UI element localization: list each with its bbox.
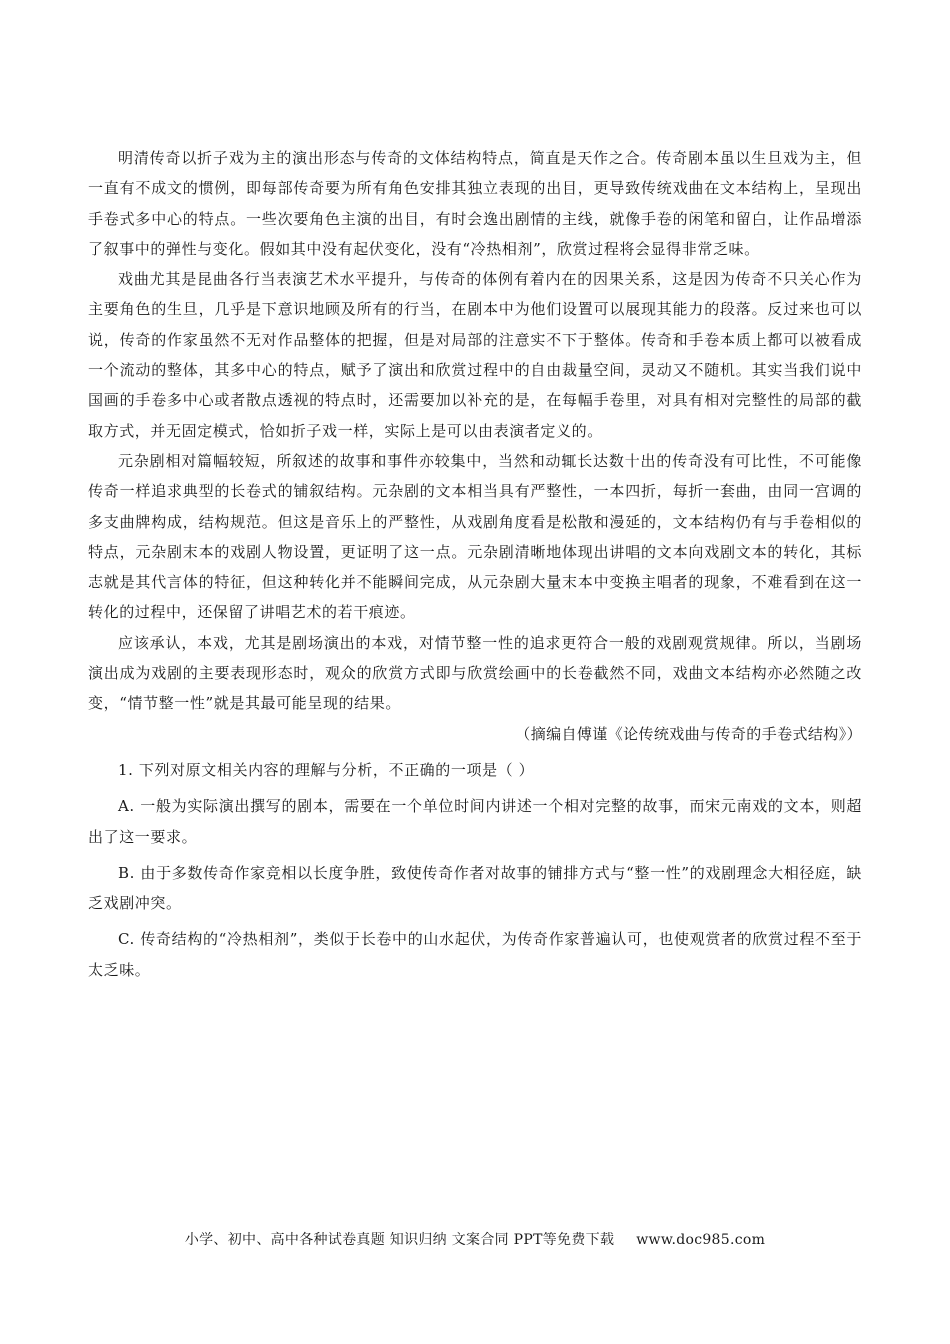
article-paragraph-4: 应该承认，本戏，尤其是剧场演出的本戏，对情节整一性的追求更符合一般的戏剧观赏规律。所以，当剧场演出成为戏剧的主要表现形态时，观众的欣赏方式即与欣赏绘画中的长卷截然不同，戏曲文本结构亦必然随之改变，“情节整一性”就是其最可能呈现的结果。 [88, 633, 862, 713]
article-paragraph-1: 明清传奇以折子戏为主的演出形态与传奇的文体结构特点，简直是天作之合。传奇剧本虽以生旦戏为主，但一直有不成文的惯例，即每部传奇要为所有角色安排其独立表现的出目，更导致传统戏曲在文本结构上，呈现出手卷式多中心的特点。一些次要角色主演的出目，有时会逸出剧情的主线，就像手卷的闲笔和留白，让作品增添了叙事中的弹性与变化。假如其中没有起伏变化，没有“冷热相剂”，欣赏过程将会显得非常乏味。 [88, 149, 862, 258]
option-a: A. 一般为实际演出撰写的剧本，需要在一个单位时间内讲述一个相对完整的故事，而宋元南戏的文本，则超出了这一要求。 [88, 797, 862, 846]
document-body [88, 143, 862, 985]
question-stem: 1. 下列对原文相关内容的理解与分析，不正确的一项是（ ） [118, 760, 535, 779]
article-source: （摘编自傅谨《论传统戏曲与传奇的手卷式结构》） [515, 724, 862, 743]
article-paragraph-3: 元杂剧相对篇幅较短，所叙述的故事和事件亦较集中，当然和动辄长达数十出的传奇没有可比性，不可能像传奇一样追求典型的长卷式的铺叙结构。元杂剧的文本相当具有严整性，一本四折，每折一套曲，由同一宫调的多支曲牌构成，结构规范。但这是音乐上的严整性，从戏剧角度看是松散和漫延的，文本结构仍有与手卷相似的特点，元杂剧末本的戏剧人物设置，更证明了这一点。元杂剧清晰地体现出讲唱的文本向戏剧文本的转化，其标志就是其代言体的特征，但这种转化并不能瞬间完成，从元杂剧大量末本中变换主唱者的现象，不难看到在这一转化的过程中，还保留了讲唱艺术的若干痕迹。 [88, 451, 862, 622]
page-footer [0, 1229, 950, 1249]
article-paragraph-2: 戏曲尤其是昆曲各行当表演艺术水平提升，与传奇的体例有着内在的因果关系，这是因为传奇不只关心作为主要角色的生旦，几乎是下意识地顾及所有的行当，在剧本中为他们设置可以展现其能力的段落。反过来也可以说，传奇的作家虽然不无对作品整体的把握，但是对局部的注意实不下于整体。传奇和手卷本质上都可以被看成一个流动的整体，其多中心的特点，赋予了演出和欣赏过程中的自由裁量空间，灵动又不随机。其实当我们说中国画的手卷多中心或者散点透视的特点时，还需要加以补充的是，在每幅手卷里，对具有相对完整性的局部的截取方式，并无固定模式，恰如折子戏一样，实际上是可以由表演者定义的。 [88, 270, 862, 440]
option-b: B. 由于多数传奇作家竞相以长度争胜，致使传奇作者对故事的铺排方式与“整一性”的戏剧理念大相径庭，缺乏戏剧冲突。 [88, 863, 862, 913]
footer-text: 小学、初中、高中各种试卷真题 知识归纳 文案合同 PPT等免费下载 [184, 1232, 615, 1248]
footer-url-link[interactable]: www.doc985.com [636, 1232, 766, 1248]
option-c: C. 传奇结构的“冷热相剂”，类似于长卷中的山水起伏，为传奇作家普遍认可，也使观赏者的欣赏过程不至于太乏味。 [88, 930, 862, 979]
